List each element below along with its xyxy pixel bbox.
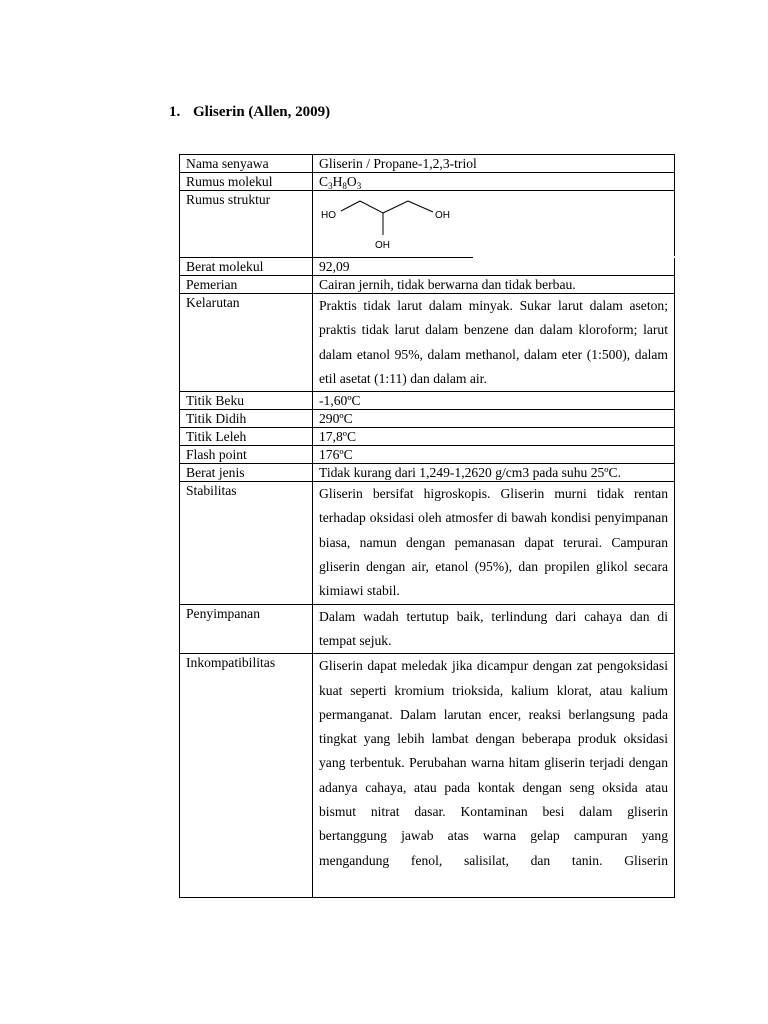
table-row	[180, 654, 675, 898]
table-row	[180, 258, 675, 276]
glycerol-structure-diagram	[313, 191, 493, 257]
row-key: Kelarutan	[180, 294, 313, 392]
row-key: Nama senyawa	[180, 155, 313, 173]
row-key: Titik Beku	[180, 392, 313, 410]
row-value: Gliserin / Propane-1,2,3-triol	[313, 155, 675, 173]
section-number: 1.	[169, 104, 181, 120]
table-row	[180, 482, 675, 604]
table-row	[180, 410, 675, 428]
properties-table	[179, 154, 675, 898]
row-value: Gliserin bersifat higroskopis. Gliserin murni tidak rentan terhadap oksidasi oleh atmosfer di bawah kondisi penyimpanan biasa, namun dengan pemanasan dapat terurai. Campuran gliserin dengan air, etanol (95%), dan propilen glikol secara kimiawi stabil.	[313, 482, 675, 604]
table-row	[180, 276, 675, 294]
row-value: Praktis tidak larut dalam minyak. Sukar larut dalam aseton; praktis tidak larut dalam benzene dan dalam kloroform; larut dalam etanol 95%, dalam methanol, dalam eter (1:500), dalam etil asetat (1:11) dan dalam air.	[313, 294, 675, 392]
row-key: Berat jenis	[180, 464, 313, 482]
table-row	[180, 604, 675, 654]
row-value: 176ºC	[313, 446, 675, 464]
atom-label-oh-bottom: OH	[375, 240, 390, 251]
section-heading	[169, 104, 330, 121]
row-value: Tidak kurang dari 1,249-1,2620 g/cm3 pada suhu 25ºC.	[313, 464, 675, 482]
row-key: Berat molekul	[180, 258, 313, 276]
table-row	[180, 446, 675, 464]
row-key: Penyimpanan	[180, 604, 313, 654]
section-title: Gliserin (Allen, 2009)	[193, 104, 331, 120]
row-value: -1,60ºC	[313, 392, 675, 410]
row-key: Stabilitas	[180, 482, 313, 604]
table-row	[180, 428, 675, 446]
molecular-formula: $C_3H_8O_3$	[313, 173, 675, 191]
row-key: Pemerian	[180, 276, 313, 294]
row-value: Dalam wadah tertutup baik, terlindung dari cahaya dan di tempat sejuk.	[313, 604, 675, 654]
row-key: Rumus struktur	[180, 191, 313, 258]
row-value: Cairan jernih, tidak berwarna dan tidak berbau.	[313, 276, 675, 294]
border-gap	[473, 256, 675, 258]
atom-label-ho: HO	[321, 210, 336, 221]
row-key: Inkompatibilitas	[180, 654, 313, 898]
table-row	[180, 155, 675, 173]
row-value: Gliserin dapat meledak jika dicampur dengan zat pengoksidasi kuat seperti kromium trioksida, kalium klorat, atau kalium permanganat. Dalam larutan encer, reaksi berlangsung pada tingkat yang lebih lambat dengan beberapa produk oksidasi yang terbentuk. Perubahan warna hitam gliserin terjadi dengan adanya cahaya, atau pada kontak dengan seng oksida atau bismut nitrat dasar. Kontaminan besi dalam gliserin bertanggung jawab atas warna gelap campuran yang mengandung fenol, salisilat, dan tanin. Gliserin	[313, 654, 675, 898]
atom-label-oh-right: OH	[435, 210, 450, 221]
table-row	[180, 392, 675, 410]
row-value: 17,8ºC	[313, 428, 675, 446]
row-key: Titik Leleh	[180, 428, 313, 446]
row-key: Titik Didih	[180, 410, 313, 428]
table-row	[180, 464, 675, 482]
skeleton-bonds	[341, 201, 433, 235]
row-value: 290ºC	[313, 410, 675, 428]
row-key: Rumus molekul	[180, 173, 313, 191]
table-row	[180, 173, 675, 191]
row-key: Flash point	[180, 446, 313, 464]
row-value: 92,09	[313, 258, 675, 276]
table-row	[180, 294, 675, 392]
structural-formula	[313, 191, 675, 258]
table-row	[180, 191, 675, 258]
